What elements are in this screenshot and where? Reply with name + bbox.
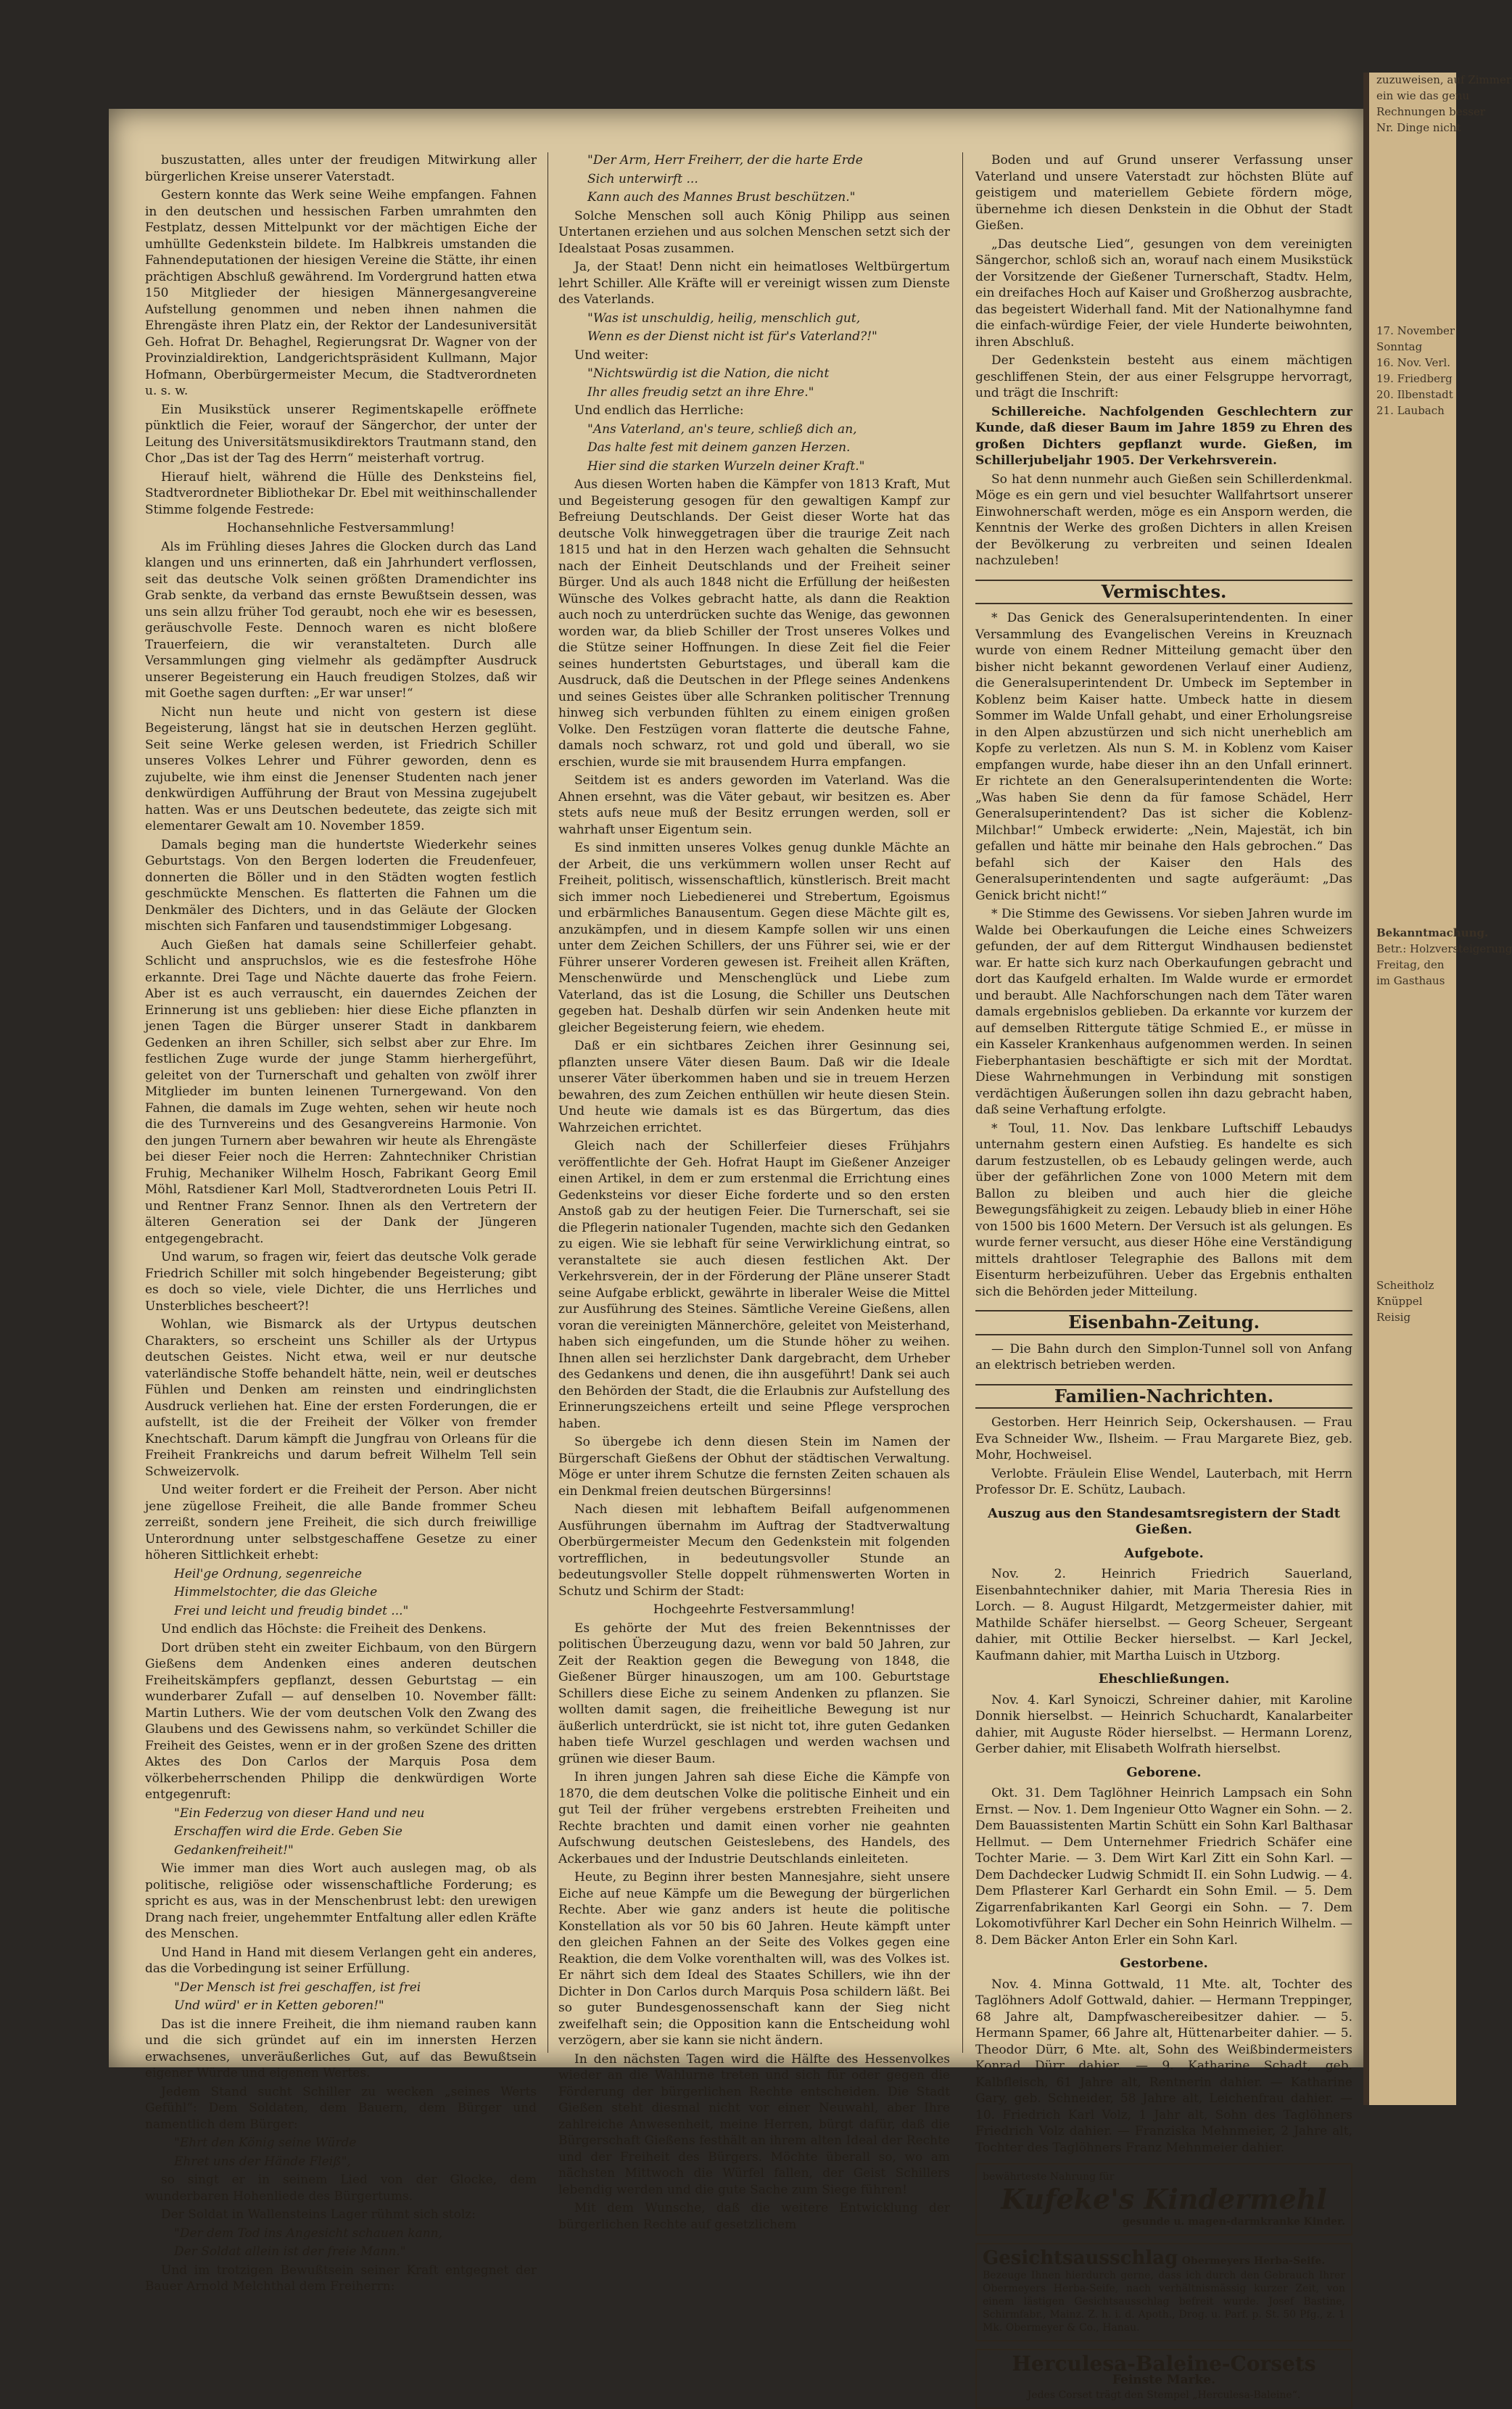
ad-subline: gesunde u. magen-darmkranke Kinder. xyxy=(1122,2216,1345,2228)
gutter-text: 19. Friedberg xyxy=(1376,372,1453,385)
poem-line: Gedankenfreiheit!" xyxy=(174,1842,294,1858)
article-paragraph: „Das deutsche Lied“, gesungen von dem vereinigten Sängerchor, schloß sich an, worauf nach einem Musikstück der Vorsitzende der Gießener Turnerschaft, Stadtv. Helm, ein dreifaches Hoch auf Kaiser und Großherzog ausbrachte, das begeistert Widerhall fand. Mit der Nationalhymne fand die einfach-würdige Feier, der viele Hunderte beiwohnten, ihren Abschluß. xyxy=(975,236,1352,350)
article-paragraph: Ja, der Staat! Denn nicht ein heimatloses Weltbürgertum lehrt Schiller. Alle Kräfte will er vereinigt wissen zum Dienste des Vaterlands. xyxy=(558,260,950,307)
article-paragraph: Dort drüben steht ein zweiter Eichbaum, von den Bürgern Gießens dem Andenken eines anderen deutschen Freiheitskämpfers gepflanzt, dessen Geburtstag — ein wunderbarer Zufall — auf denselben 10. November fällt: Martin Luthers. Wie der vom deutschen Volk den Zwang des Glaubens und des Gewissens nahm, so verkündet Schiller die Freiheit des Geistes, wenn er in der großen Szene des dritten Aktes des Don Carlos der Marquis Posa dem völkerbeherrschenden Philipp die denkwürdigen Worte entgegenruft: xyxy=(145,1640,537,1802)
gutter-text: Rechnungen besser xyxy=(1376,105,1486,118)
article-paragraph: Und endlich das Herrliche: xyxy=(574,403,744,418)
gutter-text: Freitag, den xyxy=(1376,958,1445,971)
poem-line: Erschaffen wird die Erde. Geben Sie xyxy=(174,1824,402,1839)
poem-line: "Was ist unschuldig, heilig, menschlich gut, xyxy=(587,310,861,326)
news-item: * Toul, 11. Nov. Das lenkbare Luftschiff Lebaudys unternahm gestern einen Aufstieg. Es handelte es sich darum festzustellen, ob es Lebaudy gelingen werde, auch über der gefährlichen Zone von 1000 Metern mit dem Ballon zu bleiben und auch hier die gleiche Bewegungsfähigkeit zu zeigen. Lebaudy blieb in einer Höhe von 1500 bis 1600 Metern. Der Versuch ist als gelungen. Es wurde ferner versucht, aus dieser Höhe eine Verständigung mittels drahtloser Telegraphie des Ballons mit dem Eisenturm herbeizuführen. Ueber das Ergebnis enthalten sich die Behörden jeder Mitteilung. xyxy=(975,1121,1352,1299)
newspaper-page xyxy=(109,109,1363,2401)
article-paragraph: Solche Menschen soll auch König Philipp aus seinen Untertanen erziehen und aus solchen Menschen setzt sich der Idealstaat Posas zusammen. xyxy=(558,208,950,256)
section-heading-familien: Familien-Nachrichten. xyxy=(975,1384,1352,1409)
gutter-text: Knüppel xyxy=(1376,1295,1423,1308)
poem-line: Kann auch des Mannes Brust beschützen." xyxy=(587,190,856,205)
article-paragraph: Gleich nach der Schillerfeier dieses Frühjahrs veröffentlichte der Geh. Hofrat Haupt im Gießener Anzeiger einen Artikel, in dem er zum erstenmal die Errichtung eines Gedenksteins vor dieser Eiche forderte und so den ersten Anstoß gab zu der heutigen Feier. Die Turnerschaft, sei sie die Pflegerin nationaler Tugenden, machte sich den Gedanken zu eigen. Wie sie lebhaft für seine Verwirklichung eintrat, so veranstaltete sie auch diesen festlichen Akt. Der Verkehrsverein, der in der Förderung der Pläne unserer Stadt seine Aufgabe erblickt, gewährte in liberaler Weise die Mittel zur Ausführung des Steines. Sämtliche Vereine Gießens, allen voran die vereinigten Männerchöre, geleitet von Meisterhand, haben sich eingefunden, um die Stunde höher zu weihen. Ihnen allen sei herzlichster Dank dargebracht, dem Urheber des Gedankens und denen, die ihn ausgeführt! Dank sei auch den Behörden der Stadt, die die Erlaubnis zur Aufstellung des Erinnerungszeichens erteilt und seine Pflege versprochen haben. xyxy=(558,1139,950,1431)
poem-line: "Ans Vaterland, an's teure, schließ dich an, xyxy=(587,421,857,437)
poem-line: Das halte fest mit deinem ganzen Herzen. xyxy=(587,440,851,455)
subheading-eheschliessungen: Eheschließungen. xyxy=(1098,1671,1230,1687)
article-paragraph: Gestern konnte das Werk seine Weihe empfangen. Fahnen in den deutschen und hessischen Farben umrahmten den Festplatz, dessen Mittelpunkt vor der mächtigen Eiche der umhüllte Gedenkstein bildete. Im Halbkreis umstanden die Fahnendeputationen der hiesigen Vereine die Stätte, ihr einen prächtigen Abschluß gewährend. Im Vordergrund hatten etwa 150 Mitglieder der hiesigen Männergesangvereine Aufstellung genommen und neben ihnen nahmen die Ehrengäste ihren Platz ein, der Rektor der Landesuniversität Geh. Hofrat Dr. Behaghel, Regierungsrat Dr. Wagner von der Provinzialdirektion, Landgerichtspräsident Kullmann, Major Hofmann, Oberbürgermeister Mecum, die Stadtverordneten u. s. w. xyxy=(145,188,537,398)
gutter-text: 20. Ilbenstadt xyxy=(1376,388,1453,401)
gutter-text: Scheitholz xyxy=(1376,1279,1434,1292)
poem-line: "Ehrt den König seine Würde xyxy=(174,2136,357,2150)
article-paragraph: buszustatten, alles unter der freudigen Mitwirkung aller bürgerlichen Kreise unserer Vaterstadt. xyxy=(145,153,537,184)
poem-line: Hier sind die starken Wurzeln deiner Kraft." xyxy=(587,458,865,474)
article-paragraph: Der Gedenkstein besteht aus einem mächtigen geschliffenen Stein, der aus einer Felsgruppe hervorragt, und trägt die Inschrift: xyxy=(975,353,1352,400)
gutter-text: im Gasthaus xyxy=(1376,974,1445,987)
gutter-text: Bekanntmachung. xyxy=(1376,926,1489,939)
article-paragraph: Seitdem ist es anders geworden im Vaterland. Was die Ahnen ersehnt, was die Väter gebaut, wir besitzen es. Aber stets aufs neue muß der Besitz errungen werden, soll er wahrhaft unser Eigentum sein. xyxy=(558,773,950,837)
ad-body: Bezeuge Ihnen hierdurch gerne, dass ich durch den Gebrauch Ihrer Obermeyers Herba-Seife, nach verhältnismässig kurzer Zeit, von einem lästigen Gesichtsausschlag befreit wurde. Josef Bastine, Schirmfabr., Mainz. Z. h. i. d. Apoth., Drog. u. Parf. p. St. 50 Pfg., z. 1 Mk. Obermeyer & Co., Hanau. xyxy=(983,2269,1345,2334)
poem-line: "Der Arm, Herr Freiherr, der die harte Erde xyxy=(587,153,863,168)
article-paragraph: so singt er in seinem Lied von der Glocke, dem wunderbaren Hohenliede des Bürgertums. xyxy=(145,2173,537,2204)
registry-entry: Nov. 4. Karl Synoiczi, Schreiner dahier, mit Karoline Donnik hierselbst. — Heinrich Schuchardt, Kanalarbeiter dahier, mit Auguste Röder hierselbst. — Hermann Lorenz, Gerber dahier, mit Elisabeth Wolfrath hierselbst. xyxy=(975,1692,1352,1756)
subheading-aufgebote: Aufgebote. xyxy=(1124,1545,1204,1561)
article-paragraph: Boden und auf Grund unserer Verfassung unser Vaterland und unsere Vaterstadt zur höchsten Blüte auf geistigem und materiellem Gebiete fördern möge, übernehme ich diesen Denkstein in die Obhut der Stadt Gießen. xyxy=(975,153,1352,233)
registry-entry: Nov. 4. Minna Gottwald, 11 Mte. alt, Tochter des Taglöhners Adolf Gottwald, dahier. — Hermann Treppinger, 68 Jahre alt, Dampfwaschereibesitzer dahier. — 5. Hermann Spamer, 66 Jahre alt, Hüttenarbeiter dahier. — 5. Theodor Dürr, 6 Mte. alt, Sohn des Weißbindermeisters Konrad Dürr dahier. — 9. Katharine Schadt, geb. Kalbfleisch, 61 Jahre alt, Rentnerin dahier. — Katharine Gary, geb. Schneider, 58 Jahre alt, Leichenfrau dahier. — 10. Friedrich Karl Volz, 1 Jahr alt, Sohn des Taglöhners Friedrich Volz dahier. — Franziska Mehnmeier, 2 Jahre alt, Tochter des Taglöhners Franz Mehnmeier dahier. xyxy=(975,1977,1352,2155)
poem-line: Heil'ge Ordnung, segenreiche xyxy=(174,1566,363,1581)
article-paragraph: Und weiter fordert er die Freiheit der Person. Aber nicht jene zügellose Freiheit, die alle Bande frommer Scheu zerreißt, sondern jene Freiheit, die sich durch freiwillige Unterordnung unter selbstgeschaffene Gesetze zu einer höheren Sittlichkeit erhebt: xyxy=(145,1483,537,1562)
gutter-text: ein wie das genu xyxy=(1376,89,1470,102)
article-paragraph: Wie immer man dies Wort auch auslegen mag, ob als politische, religiöse oder wissenschaftliche Forderung; es spricht es aus, was in der Menschenbrust lebt: den urewigen Drang nach freier, ungehemmter Entfaltung aller edlen Kräfte des Menschen. xyxy=(145,1861,537,1941)
adjacent-page-edge xyxy=(1363,73,1512,2105)
poem-line: Der Soldat allein ist der freie Mann." xyxy=(174,2244,406,2259)
article-paragraph: Und Hand in Hand mit diesem Verlangen geht ein anderes, das die Vorbedingung ist seiner Erfüllung. xyxy=(145,1945,537,1976)
poem-line: Frei und leicht und freudig bindet ..." xyxy=(174,1603,409,1618)
column-divider xyxy=(962,152,963,2053)
article-paragraph: So übergebe ich denn diesen Stein im Namen der Bürgerschaft Gießens der Obhut der städtischen Verwaltung. Möge er unter ihrem Schutze die fernsten Zeiten schauen als ein Denkmal freien deutschen Bürgersinns! xyxy=(558,1435,950,1499)
advertisement-herba-seife xyxy=(975,2243,1352,2342)
poem-line: "Ein Federzug von dieser Hand und neu xyxy=(174,1805,425,1821)
article-paragraph: Und warum, so fragen wir, feiert das deutsche Volk gerade Friedrich Schiller mit solch hingebender Begeisterung; gibt es doch so viele, viele Dichter, die uns Herrliches und Unsterbliches bescheert?! xyxy=(145,1250,537,1314)
article-paragraph: Aus diesen Worten haben die Kämpfer von 1813 Kraft, Mut und Begeisterung gesogen für den gewaltigen Kampf zur Befreiung Deutschlands. Der Geist dieser Worte hat das deutsche Volk hinweggetragen über die traurige Zeit nach 1815 und hat in den Herzen wach gehalten die Sehnsucht nach der Einheit Deutschlands und der Freiheit seiner Bürger. Und als auch 1848 nicht die Erfüllung der heißesten Wünsche des Volkes gebracht hatte, als dann die Reaktion auch noch zu unterdrücken suchte das Wenige, das gewonnen worden war, da blieb Schiller der Trost unseres Volkes und die Stütze seiner Hoffnungen. In diese Zeit fiel die Feier seines hundertsten Geburtstages, und überall kam die Ausdruck, daß die Deutschen in der Pflege seines Andenkens und seines Geistes über alle Schranken politischer Trennung hinweg sich verbunden fühlten zu einem einigen großen Volke. Den Festzügen voran flatterte die deutsche Fahne, damals noch schwarz, rot und gold und überall, wo sie erschien, wurde sie mit brausendem Hurra empfangen. xyxy=(558,477,950,770)
article-paragraph: Auch Gießen hat damals seine Schillerfeier gehabt. Schlicht und anspruchslos, wie es die festesfrohe Höhe erkannte. Drei Tage und Nächte dauerte das frohe Feiern. Aber ist es auch verrauscht, ein dauerndes Zeichen der Erinnerung ist uns geblieben: hier diese Eiche pflanzten in jenen Tagen die Bürger unserer Stadt in dankbarem Gedenken an ihren Schiller, sich selbst aber zur Ehre. Im festlichen Zuge wurde der junge Stamm hierhergeführt, geleitet von der Turnerschaft und gehalten von zwölf ihrer Mitglieder im bunten leinenen Turnergewand. Von den Fahnen, die damals im Zuge wehten, sehen wir heute noch die des Turnvereins und des Gesangvereins Harmonie. Von den jungen Turnern aber bewahren wir heute als Ehrengäste bei dieser Feier noch die Herren: Zahntechniker Christian Fruhig, Mechaniker Wilhelm Hosch, Fabrikant Georg Emil Möhl, Ratsdiener Karl Moll, Stadtverordneten Louis Petri II. und Rentner Franz Sennor. Ihnen als den Vertretern der älteren Generation sei der Dank der Jüngeren entgegengebracht. xyxy=(145,937,537,1246)
news-item: * Die Stimme des Gewissens. Vor sieben Jahren wurde im Walde bei Oberkaufungen die Leiche eines Schweizers gefunden, der auf dem Rittergut Windhausen bedienstet war. Er hatte sich kurz nach Oberkaufungen gebracht und dort das Kaufgeld erhalten. Im Walde wurde er ermordet und beraubt. Alle Nachforschungen nach dem Täter waren damals ergebnislos geblieben. Da erkannte vor kurzem der auf demselben Rittergute tätige Schmied E., er müsse in ein Kasseler Krankenhaus aufgenommen werden. In seinen Fieberphantasien beschäftigte er sich mit der Mordtat. Diese Wahrnehmungen in Verbindung mit sonstigen verdächtigen Äußerungen sollen ihn dazu gebracht haben, daß seine Verhaftung erfolgte. xyxy=(975,907,1352,1117)
ad-title: Gesichtsausschlag xyxy=(983,2247,1178,2269)
poem-line: Wenn es der Dienst nicht ist für's Vaterland?!" xyxy=(587,329,877,344)
article-paragraph: Ein Musikstück unserer Regimentskapelle eröffnete pünktlich die Feier, worauf der Sängerchor, der unter der Leitung des Universitätsmusikdirektors Trautmann stand, den Chor „Das ist der Tag des Herrn“ meisterhaft vortrug. xyxy=(145,402,537,466)
article-paragraph: Daß er ein sichtbares Zeichen ihrer Gesinnung sei, pflanzten unsere Väter diesen Baum. Daß wir die Ideale unserer Väter überkommen haben und sie in treuem Herzen bewahren, des zum Zeichen enthüllen wir heute diesen Stein. Und heute wie damals ist es das Bürgertum, das dies Wahrzeichen errichtet. xyxy=(558,1039,950,1135)
column-right xyxy=(975,152,1352,2401)
registry-entry: Okt. 31. Dem Taglöhner Heinrich Lampsach ein Sohn Ernst. — Nov. 1. Dem Ingenieur Otto Wagner ein Sohn. — 2. Dem Bauassistenten Martin Schütt ein Sohn Karl Balthasar Hellmut. — Dem Unternehmer Friedrich Schäfer eine Tochter Marie. — 3. Dem Wirt Karl Zitt ein Sohn Karl. — Dem Dachdecker Ludwig Schmidt II. ein Sohn Ludwig. — 4. Dem Pflasterer Karl Gerhardt ein Sohn Emil. — 5. Dem Zigarrenfabrikanten Karl Georgi ein Sohn. — 7. Dem Lokomotivführer Karl Decher ein Sohn Heinrich Wilhelm. — 8. Dem Bäcker Anton Erler ein Sohn Karl. xyxy=(975,1786,1352,1948)
poem-line: Himmelstochter, die das Gleiche xyxy=(174,1585,378,1599)
gutter-text: zuzuweisen, auf Zimmer xyxy=(1376,73,1512,86)
subheading-geborene: Geborene. xyxy=(1126,1764,1202,1780)
family-notice: Gestorben. Herr Heinrich Seip, Ockershausen. — Frau Eva Schneider Ww., Ilsheim. — Frau Margarete Biez, geb. Mohr, Hochweisel. xyxy=(975,1415,1352,1462)
section-heading-vermischtes: Vermischtes. xyxy=(975,580,1352,605)
ad-title: Herculesa-Baleine-Corsets xyxy=(1012,2351,1316,2376)
advertisement-kufeke xyxy=(975,2163,1352,2236)
article-paragraph: Damals beging man die hundertste Wiederkehr seines Geburtstags. Von den Bergen loderten die Freudenfeuer, donnerten die Böller und in den Städten wogten festlich geschmückte Menschen. Es flatterten die Fahnen um die Denkmäler des Dichters, und in das Geläute der Glocken mischten sich Fanfaren und tausendstimmiger Lobgesang. xyxy=(145,837,537,934)
article-paragraph: So hat denn nunmehr auch Gießen sein Schillerdenkmal. Möge es ein gern und viel besuchter Wallfahrtsort unserer Einwohnerschaft werden, möge es ein Ansporn werden, die Kenntnis der Werke des großen Dichters in allen Kreisen der Bevölkerung zu verbreiten und seinen Idealen nachzuleben! xyxy=(975,471,1352,568)
article-paragraph: Es sind inmitten unseres Volkes genug dunkle Mächte an der Arbeit, die uns verkümmern wollen unser Recht auf Freiheit, politisch, wissenschaftlich, künstlerisch. Breit macht sich immer noch Liebedienerei und Strebertum, Egoismus und erbärmliches Banausentum. Gegen diese Mächte gilt es, anzukämpfen, und in diesem Kampfe sollen wir uns einen unter dem Zeichen Schillers, der uns Führer sei, wie er der Führer unserer Vorderen gewesen ist. Freiheit allen Kräften, Menschenwürde und Menschenglück und Liebe zum Vaterland, das ist die Losung, die Schiller uns Deutschen gegeben hat. Deshalb dürfen wir sein Andenken heute mit gleicher Begeisterung feiern, wie ehedem. xyxy=(558,841,950,1035)
poem-line: "Nichtswürdig ist die Nation, die nicht xyxy=(587,366,830,381)
poem-line: "Der Mensch ist frei geschaffen, ist frei xyxy=(174,1980,421,1995)
family-notice: Verlobte. Fräulein Elise Wendel, Lauterbach, mit Herrn Professor Dr. E. Schütz, Laubach. xyxy=(975,1466,1352,1497)
article-paragraph: Als im Frühling dieses Jahres die Glocken durch das Land klangen und uns erinnerten, daß ein Jahrhundert verflossen, seit das deutsche Volk seinen größten Dramendichter ins Grab senkte, da verband das ernste Bewußtsein dessen, was uns sein allzu früher Tod geraubt, noch ehe wir es besessen, geräuschvolle Feste. Dennoch waren es nicht bloßere Trauerfeiern, die wir veranstalteten. Durch alle Versammlungen ging vielmehr als gedämpfter Ausdruck unserer Begeisterung ein Hauch freudigen Stolzes, daß wir mit Goethe sagen durften: „Er war unser!“ xyxy=(145,539,537,701)
registry-entry: Nov. 2. Heinrich Friedrich Sauerland, Eisenbahntechniker dahier, mit Maria Theresia Ries in Lorch. — 8. August Hilgardt, Metzgermeister dahier, mit Mathilde Schäfer hierselbst. — Georg Scheuer, Sergeant dahier, mit Ottilie Becker hierselbst. — Karl Jeckel, Kaufmann dahier, mit Martha Luisch in Utzborg. xyxy=(975,1567,1352,1663)
advertisement-corsets xyxy=(975,2349,1352,2409)
column-middle xyxy=(558,152,950,2232)
ad-brand: Kufeke's Kindermehl xyxy=(1001,2183,1327,2215)
subheading-gestorbene: Gestorbene. xyxy=(1120,1956,1208,1971)
article-paragraph: Mit dem Wunsche, daß die weitere Entwicklung der bürgerlichen Rechte auf gesetzlichem xyxy=(558,2201,950,2232)
article-paragraph: In ihren jungen Jahren sah diese Eiche die Kämpfe von 1870, die dem deutschen Volke die politische Einheit und ein gut Teil der früher vergebens erstrebten Freiheiten und Rechte brachten und damit einen vorher nie geahnten Aufschwung deutschen Geisteslebens, des Handels, des Ackerbaues und der Industrie Deutschlands einleiteten. xyxy=(558,1770,950,1866)
news-item: * Das Genick des Generalsuperintendenten. In einer Versammlung des Evangelischen Vereins in Kreuznach wurde von einem Redner Mitteilung gemacht über den bisher nicht bekannt gewordenen Verlauf einer Audienz, die Generalsuperintendent Dr. Umbeck im September in Koblenz beim Kaiser hatte. Umbeck hatte in diesem Sommer im Walde Unfall gehabt, und einer Erholungsreise in den Alpen abzustürzen und sich nicht unerheblich am Kopfe zu verletzen. Als nun S. M. in Koblenz vom Kaiser empfangen wurde, habe dieser ihn an den Unfall erinnert. Er richtete an den Generalsuperintendenten die Worte: „Was haben Sie denn da für famose Schädel, Herr Generalsuperintendent? Das ist sicher die Koblenz-Milchbar!“ Umbeck erwiderte: „Nein, Majestät, ich bin gefallen und hätte mir beinahe den Hals gebrochen.“ Das befahl sich der Kaiser den Hals des Generalsuperintendenten und sagte aufgeräumt: „Das Genick bricht nicht!“ xyxy=(975,611,1352,903)
ad-brand: Obermeyers Herba-Seife. xyxy=(1181,2255,1326,2267)
article-paragraph: Und weiter: xyxy=(574,347,649,363)
article-paragraph: Es gehörte der Mut des freien Bekenntnisses der politischen Überzeugung dazu, wenn vor bald 50 Jahren, zur Zeit der Reaktion gegen die Bewegung von 1848, die Gießener Bürger hinauszogen, um am 100. Geburtstage Schillers diese Eiche zu seinem Andenken zu pflanzen. Sie wollten damit sagen, die freiheitliche Bewegung ist nur äußerlich unterdrückt, sie ist nicht tot, ihre guten Gedanken haben tiefe Wurzel geschlagen und werden wachsen und grünen wie dieser Baum. xyxy=(558,1621,950,1766)
article-paragraph: Und im trotzigen Bewußtsein seiner Kraft entgegnet der Bauer Arnold Melchthal dem Freiherrn: xyxy=(145,2262,537,2294)
article-paragraph: Nach diesen mit lebhaftem Beifall aufgenommenen Ausführungen übernahm im Auftrag der Stadtverwaltung Oberbürgermeister Mecum den Gedenkstein mit folgenden vortrefflichen, in bedeutungsvoller Stunde an bedeutungsvoller Stelle doppelt rühmenswerten Worten in Schutz und Schirm der Stadt: xyxy=(558,1502,950,1599)
section-heading-eisenbahn: Eisenbahn-Zeitung. xyxy=(975,1310,1352,1335)
section-heading-standesamt: Auszug aus den Standesamtsregistern der Stadt Gießen. xyxy=(987,1505,1341,1537)
article-paragraph: Und endlich das Höchste: die Freiheit des Denkens. xyxy=(161,1622,487,1636)
gutter-text: 16. Nov. Verl. xyxy=(1376,356,1451,369)
poem-line: Und würd' er in Ketten geboren!" xyxy=(174,1998,384,2013)
speech-salutation: Hochansehnliche Festversammlung! xyxy=(226,521,455,535)
article-paragraph: Das ist die innere Freiheit, die ihm niemand rauben kann und die sich gründet auf ein im innersten Herzen erwachsenes, unveräußerliches Gut, auf das Bewußtsein eigener Würde und eigenen Wertes. xyxy=(145,2017,537,2080)
article-paragraph: Wohlan, wie Bismarck als der Urtypus deutschen Charakters, so erscheint uns Schiller als der Urtypus deutschen Geistes. Nicht etwa, weil er nur deutsche vaterländische Stoffe behandelt hätte, nein, weil er deutsches Fühlen und Denken am reinsten und eindringlichsten Ausdruck verliehen hat. Eine der ersten Forderungen, die er aufstellt, ist die der Freiheit der Völker von fremder Knechtschaft. Darum kämpft die Jungfrau von Orleans für die Freiheit Frankreichs und darum befreit Wilhelm Tell sein Schweizervolk. xyxy=(145,1317,537,1479)
column-left xyxy=(145,152,537,2294)
gutter-text: 21. Laubach xyxy=(1376,404,1445,417)
gutter-text: Betr.: Holzversteigerung xyxy=(1376,942,1512,955)
ad-body: Jedes Corset trägt den Stempel „Herculesa-Baleine“. xyxy=(1027,2389,1301,2401)
ad-tagline: bewährteste Nahrung für xyxy=(983,2171,1115,2183)
news-item: — Die Bahn durch den Simplon-Tunnel soll von Anfang an elektrisch betrieben werden. xyxy=(975,1341,1352,1372)
poem-line: Ihr alles freudig setzt an ihre Ehre." xyxy=(587,384,814,400)
article-paragraph: Heute, zu Beginn ihrer besten Mannesjahre, sieht unsere Eiche auf neue Kämpfe um die Bewegung der bürgerlichen Rechte. Aber wie ganz anders ist heute die politische Konstellation als vor 50 bis 60 Jahren. Heute kämpft unter den gleichen Fahnen an der Seite des Volkes gegen eine Reaktion, die dem Volke vorenthalten will, was des Volkes ist. Er nährt sich dem Ideal des Staates Schillers, wie ihn der Dichter in Don Carlos durch Marquis Posa schildern läßt. Bei so guter Bundesgenossenschaft kann der Sieg nicht zweifelhaft sein; die Opposition kann die Entscheidung wohl verzögern, aber sie kann sie nicht ändern. xyxy=(558,1870,950,2048)
gutter-text: Sonntag xyxy=(1376,340,1423,353)
ad-subline: Feinste Marke. xyxy=(1112,2373,1216,2387)
article-paragraph: Nicht nun heute und nicht von gestern ist diese Begeisterung, längst hat sie in deutschen Herzen geglüht. Seit seine Werke gelesen werden, ist Friedrich Schiller unseres Volkes Lehrer und Führer geworden, denn es zujubelte, wie ihm einst die Jenenser Studenten nach jener denkwürdigen Aufführung der Braut von Messina zugejubelt hatten. Was er uns Deutschen bedeutete, das zeigte sich mit elementarer Gewalt am 10. November 1859. xyxy=(145,704,537,833)
article-paragraph: In den nächsten Tagen wird die Hälfte des Hessenvolkes wieder an die Wahlurne treten und sich für oder gegen die Förderung der bürgerlichen Rechte entscheiden. Die Stadt Gießen steht diesmal nicht vor einer Neuwahl, aber Ihre zahlreiche Anwesenheit, meine Herren, bürgt dafür, daß die Bürgerschaft Gießens festhält an ihrem alten Ideal der Rechte und der Freiheit des Bürgers. Möchte überall so, wo am nächsten Mittwoch die Würfel fallen, der Geist Schillers lebendig werden und die gute Sache zum Siege führen! xyxy=(558,2051,950,2197)
article-paragraph: Der Soldat in Wallensteins Lager rühmt sich stolz: xyxy=(161,2207,476,2222)
gutter-text: Nr. Dinge nicht xyxy=(1376,121,1461,134)
gutter-text: 17. November xyxy=(1376,324,1455,337)
article-paragraph: Jedem Stand sucht Schiller zu wecken „seines Werts Gefühl“: Dem Soldaten, dem Bauern, dem Bürger und namentlich dem Bürger: xyxy=(145,2084,537,2132)
poem-line: Sich unterwirft ... xyxy=(587,171,698,186)
speech-salutation: Hochgeehrte Festversammlung! xyxy=(653,1602,856,1617)
article-paragraph: Hierauf hielt, während die Hülle des Denksteins fiel, Stadtverordneter Bibliothekar Dr. Ebel mit weithinschallender Stimme folgende Festrede: xyxy=(145,469,537,517)
poem-line: "Der dem Tod ins Angesicht schauen kann, xyxy=(174,2225,443,2241)
gutter-text: Reisig xyxy=(1376,1311,1411,1324)
inscription-text: Schillereiche. Nachfolgenden Geschlechtern zur Kunde, daß dieser Baum im Jahre 1859 zu Ehren des großen Dichters gepflanzt wurde. Gießen, im Schillerjubeljahr 1905. Der Verkehrsverein. xyxy=(975,404,1352,468)
poem-line: Ehret uns der Hände Fleiß", xyxy=(174,2154,351,2169)
